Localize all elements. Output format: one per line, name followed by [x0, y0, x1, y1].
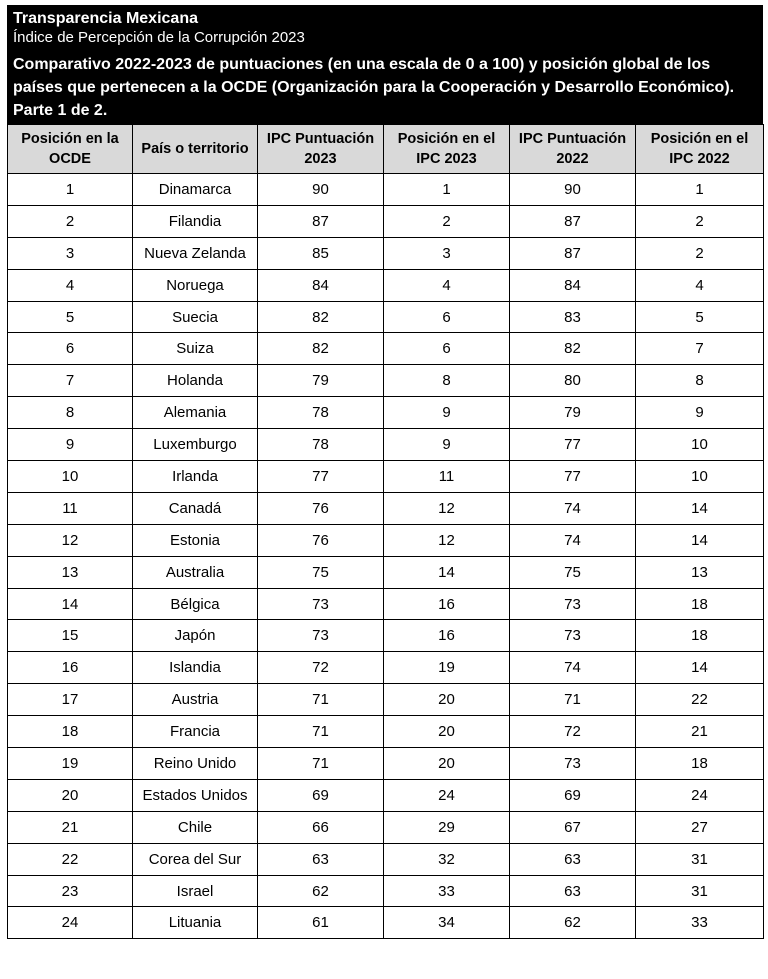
table-cell: 21 — [636, 716, 764, 748]
table-cell: 31 — [636, 843, 764, 875]
table-row — [8, 174, 764, 206]
table-body — [8, 174, 764, 939]
table-cell: Nueva Zelanda — [133, 237, 258, 269]
table-cell: Luxemburgo — [133, 429, 258, 461]
table-cell: 14 — [636, 492, 764, 524]
org-name: Transparencia Mexicana — [13, 10, 198, 27]
table-cell: 74 — [510, 652, 636, 684]
table-cell: Corea del Sur — [133, 843, 258, 875]
table-cell: 5 — [636, 301, 764, 333]
table-cell: 20 — [384, 748, 510, 780]
table-cell: 90 — [510, 174, 636, 206]
table-cell: 4 — [636, 269, 764, 301]
table-cell: Lituania — [133, 907, 258, 939]
table-cell: 18 — [636, 620, 764, 652]
table-cell: Australia — [133, 556, 258, 588]
table-cell: 34 — [384, 907, 510, 939]
table-cell: 73 — [510, 748, 636, 780]
table-cell: 11 — [384, 461, 510, 493]
table-cell: 9 — [384, 429, 510, 461]
table-cell: 29 — [384, 811, 510, 843]
table-cell: 69 — [258, 779, 384, 811]
table-row — [8, 684, 764, 716]
table-cell: 8 — [636, 365, 764, 397]
table-cell: 16 — [384, 588, 510, 620]
table-cell: 14 — [636, 652, 764, 684]
table-cell: 18 — [8, 716, 133, 748]
table-cell: Estonia — [133, 524, 258, 556]
table-cell: 22 — [636, 684, 764, 716]
table-cell: 20 — [384, 684, 510, 716]
header-block — [7, 5, 763, 124]
table-cell: 12 — [384, 492, 510, 524]
table-cell: 75 — [510, 556, 636, 588]
table-cell: 4 — [8, 269, 133, 301]
table-cell: 79 — [258, 365, 384, 397]
table-cell: 73 — [258, 588, 384, 620]
table-cell: 20 — [8, 779, 133, 811]
table-cell: 3 — [8, 237, 133, 269]
table-cell: 82 — [510, 333, 636, 365]
table-cell: 69 — [510, 779, 636, 811]
table-cell: 1 — [8, 174, 133, 206]
table-cell: 6 — [8, 333, 133, 365]
table-cell: 2 — [384, 205, 510, 237]
table-row — [8, 492, 764, 524]
table-cell: Canadá — [133, 492, 258, 524]
table-cell: Suecia — [133, 301, 258, 333]
table-cell: 15 — [8, 620, 133, 652]
table-cell: 77 — [510, 429, 636, 461]
table-row — [8, 365, 764, 397]
table-cell: 78 — [258, 397, 384, 429]
table-cell: 10 — [636, 461, 764, 493]
table-cell: 5 — [8, 301, 133, 333]
table-cell: Austria — [133, 684, 258, 716]
table-cell: 16 — [8, 652, 133, 684]
table-cell: 24 — [636, 779, 764, 811]
table-cell: 19 — [384, 652, 510, 684]
table-cell: 90 — [258, 174, 384, 206]
description: Comparativo 2022-2023 de puntuaciones (en una escala de 0 a 100) y posición global de los países que pertenecen a la OCDE (Organización para la Cooperación y Desarrollo Económico). Parte 1 de 2. — [13, 56, 735, 119]
table-cell: Irlanda — [133, 461, 258, 493]
table-cell: 24 — [384, 779, 510, 811]
table-row — [8, 205, 764, 237]
table-cell: 61 — [258, 907, 384, 939]
table-cell: Holanda — [133, 365, 258, 397]
table-row — [8, 461, 764, 493]
table-cell: Estados Unidos — [133, 779, 258, 811]
table-cell: 16 — [384, 620, 510, 652]
table-row — [8, 333, 764, 365]
col-header: País o territorio — [133, 125, 258, 174]
table-row — [8, 843, 764, 875]
table-cell: 63 — [258, 843, 384, 875]
table-cell: 71 — [258, 748, 384, 780]
table-cell: Islandia — [133, 652, 258, 684]
table-cell: 2 — [8, 205, 133, 237]
table-cell: 82 — [258, 301, 384, 333]
table-cell: Filandia — [133, 205, 258, 237]
table-cell: 2 — [636, 205, 764, 237]
col-header: Posición en la OCDE — [8, 125, 133, 174]
table-cell: 87 — [258, 205, 384, 237]
table-cell: 13 — [8, 556, 133, 588]
table-cell: 84 — [510, 269, 636, 301]
table-cell: 14 — [8, 588, 133, 620]
table-row — [8, 429, 764, 461]
table-cell: 18 — [636, 748, 764, 780]
table-row — [8, 779, 764, 811]
table-cell: 76 — [258, 492, 384, 524]
table-cell: 80 — [510, 365, 636, 397]
table-cell: 62 — [510, 907, 636, 939]
table-cell: Israel — [133, 875, 258, 907]
table-cell: 17 — [8, 684, 133, 716]
table-cell: 11 — [8, 492, 133, 524]
table-cell: 33 — [384, 875, 510, 907]
table-cell: Bélgica — [133, 588, 258, 620]
table-cell: 31 — [636, 875, 764, 907]
table-cell: 77 — [258, 461, 384, 493]
table-cell: Alemania — [133, 397, 258, 429]
table-cell: 24 — [8, 907, 133, 939]
table-cell: 8 — [384, 365, 510, 397]
table-cell: 14 — [636, 524, 764, 556]
table-cell: 76 — [258, 524, 384, 556]
table-cell: 18 — [636, 588, 764, 620]
table-cell: 63 — [510, 843, 636, 875]
table-cell: 8 — [8, 397, 133, 429]
table-row — [8, 269, 764, 301]
table-row — [8, 811, 764, 843]
table-cell: 23 — [8, 875, 133, 907]
table-cell: 74 — [510, 524, 636, 556]
table-cell: 7 — [636, 333, 764, 365]
table-cell: 19 — [8, 748, 133, 780]
table-row — [8, 748, 764, 780]
header-row — [8, 125, 764, 174]
table-cell: 6 — [384, 333, 510, 365]
table-cell: 72 — [510, 716, 636, 748]
table-cell: 6 — [384, 301, 510, 333]
document — [7, 5, 763, 939]
table-cell: 77 — [510, 461, 636, 493]
table-cell: 22 — [8, 843, 133, 875]
table-cell: 4 — [384, 269, 510, 301]
table-row — [8, 652, 764, 684]
table-cell: 14 — [384, 556, 510, 588]
table-cell: 9 — [8, 429, 133, 461]
table-cell: 84 — [258, 269, 384, 301]
table-cell: 2 — [636, 237, 764, 269]
table-cell: 63 — [510, 875, 636, 907]
table-cell: 75 — [258, 556, 384, 588]
table-cell: 7 — [8, 365, 133, 397]
table-cell: 72 — [258, 652, 384, 684]
table-row — [8, 588, 764, 620]
table-cell: Suiza — [133, 333, 258, 365]
table-cell: 79 — [510, 397, 636, 429]
table-cell: 85 — [258, 237, 384, 269]
table-row — [8, 301, 764, 333]
table-cell: Noruega — [133, 269, 258, 301]
table-cell: 67 — [510, 811, 636, 843]
table-cell: 27 — [636, 811, 764, 843]
table-cell: 20 — [384, 716, 510, 748]
table-cell: 78 — [258, 429, 384, 461]
table-cell: 87 — [510, 237, 636, 269]
table-cell: 9 — [384, 397, 510, 429]
table-cell: Japón — [133, 620, 258, 652]
table-row — [8, 875, 764, 907]
table-cell: 73 — [510, 620, 636, 652]
table-cell: 3 — [384, 237, 510, 269]
table-cell: 10 — [8, 461, 133, 493]
table-cell: Chile — [133, 811, 258, 843]
table-cell: 71 — [510, 684, 636, 716]
table-cell: Reino Unido — [133, 748, 258, 780]
table-row — [8, 524, 764, 556]
table-cell: 12 — [8, 524, 133, 556]
table-row — [8, 556, 764, 588]
table-cell: 73 — [510, 588, 636, 620]
table-cell: 74 — [510, 492, 636, 524]
table-cell: 33 — [636, 907, 764, 939]
table-row — [8, 716, 764, 748]
col-header: IPC Puntuación 2023 — [258, 125, 384, 174]
table-row — [8, 907, 764, 939]
table-cell: 32 — [384, 843, 510, 875]
table-cell: 83 — [510, 301, 636, 333]
table-cell: 87 — [510, 205, 636, 237]
table-cell: 73 — [258, 620, 384, 652]
table-cell: 12 — [384, 524, 510, 556]
table-cell: Francia — [133, 716, 258, 748]
table-cell: 71 — [258, 684, 384, 716]
table-cell: 71 — [258, 716, 384, 748]
ranking-table — [7, 124, 764, 939]
subtitle: Índice de Percepción de la Corrupción 2023 — [13, 29, 305, 46]
col-header: Posición en el IPC 2023 — [384, 125, 510, 174]
table-cell: 1 — [636, 174, 764, 206]
table-cell: 1 — [384, 174, 510, 206]
table-cell: 82 — [258, 333, 384, 365]
table-row — [8, 620, 764, 652]
table-cell: 21 — [8, 811, 133, 843]
table-cell: 13 — [636, 556, 764, 588]
table-cell: 66 — [258, 811, 384, 843]
table-cell: 10 — [636, 429, 764, 461]
table-cell: Dinamarca — [133, 174, 258, 206]
table-row — [8, 237, 764, 269]
table-cell: 62 — [258, 875, 384, 907]
table-cell: 9 — [636, 397, 764, 429]
col-header: IPC Puntuación 2022 — [510, 125, 636, 174]
col-header: Posición en el IPC 2022 — [636, 125, 764, 174]
table-row — [8, 397, 764, 429]
